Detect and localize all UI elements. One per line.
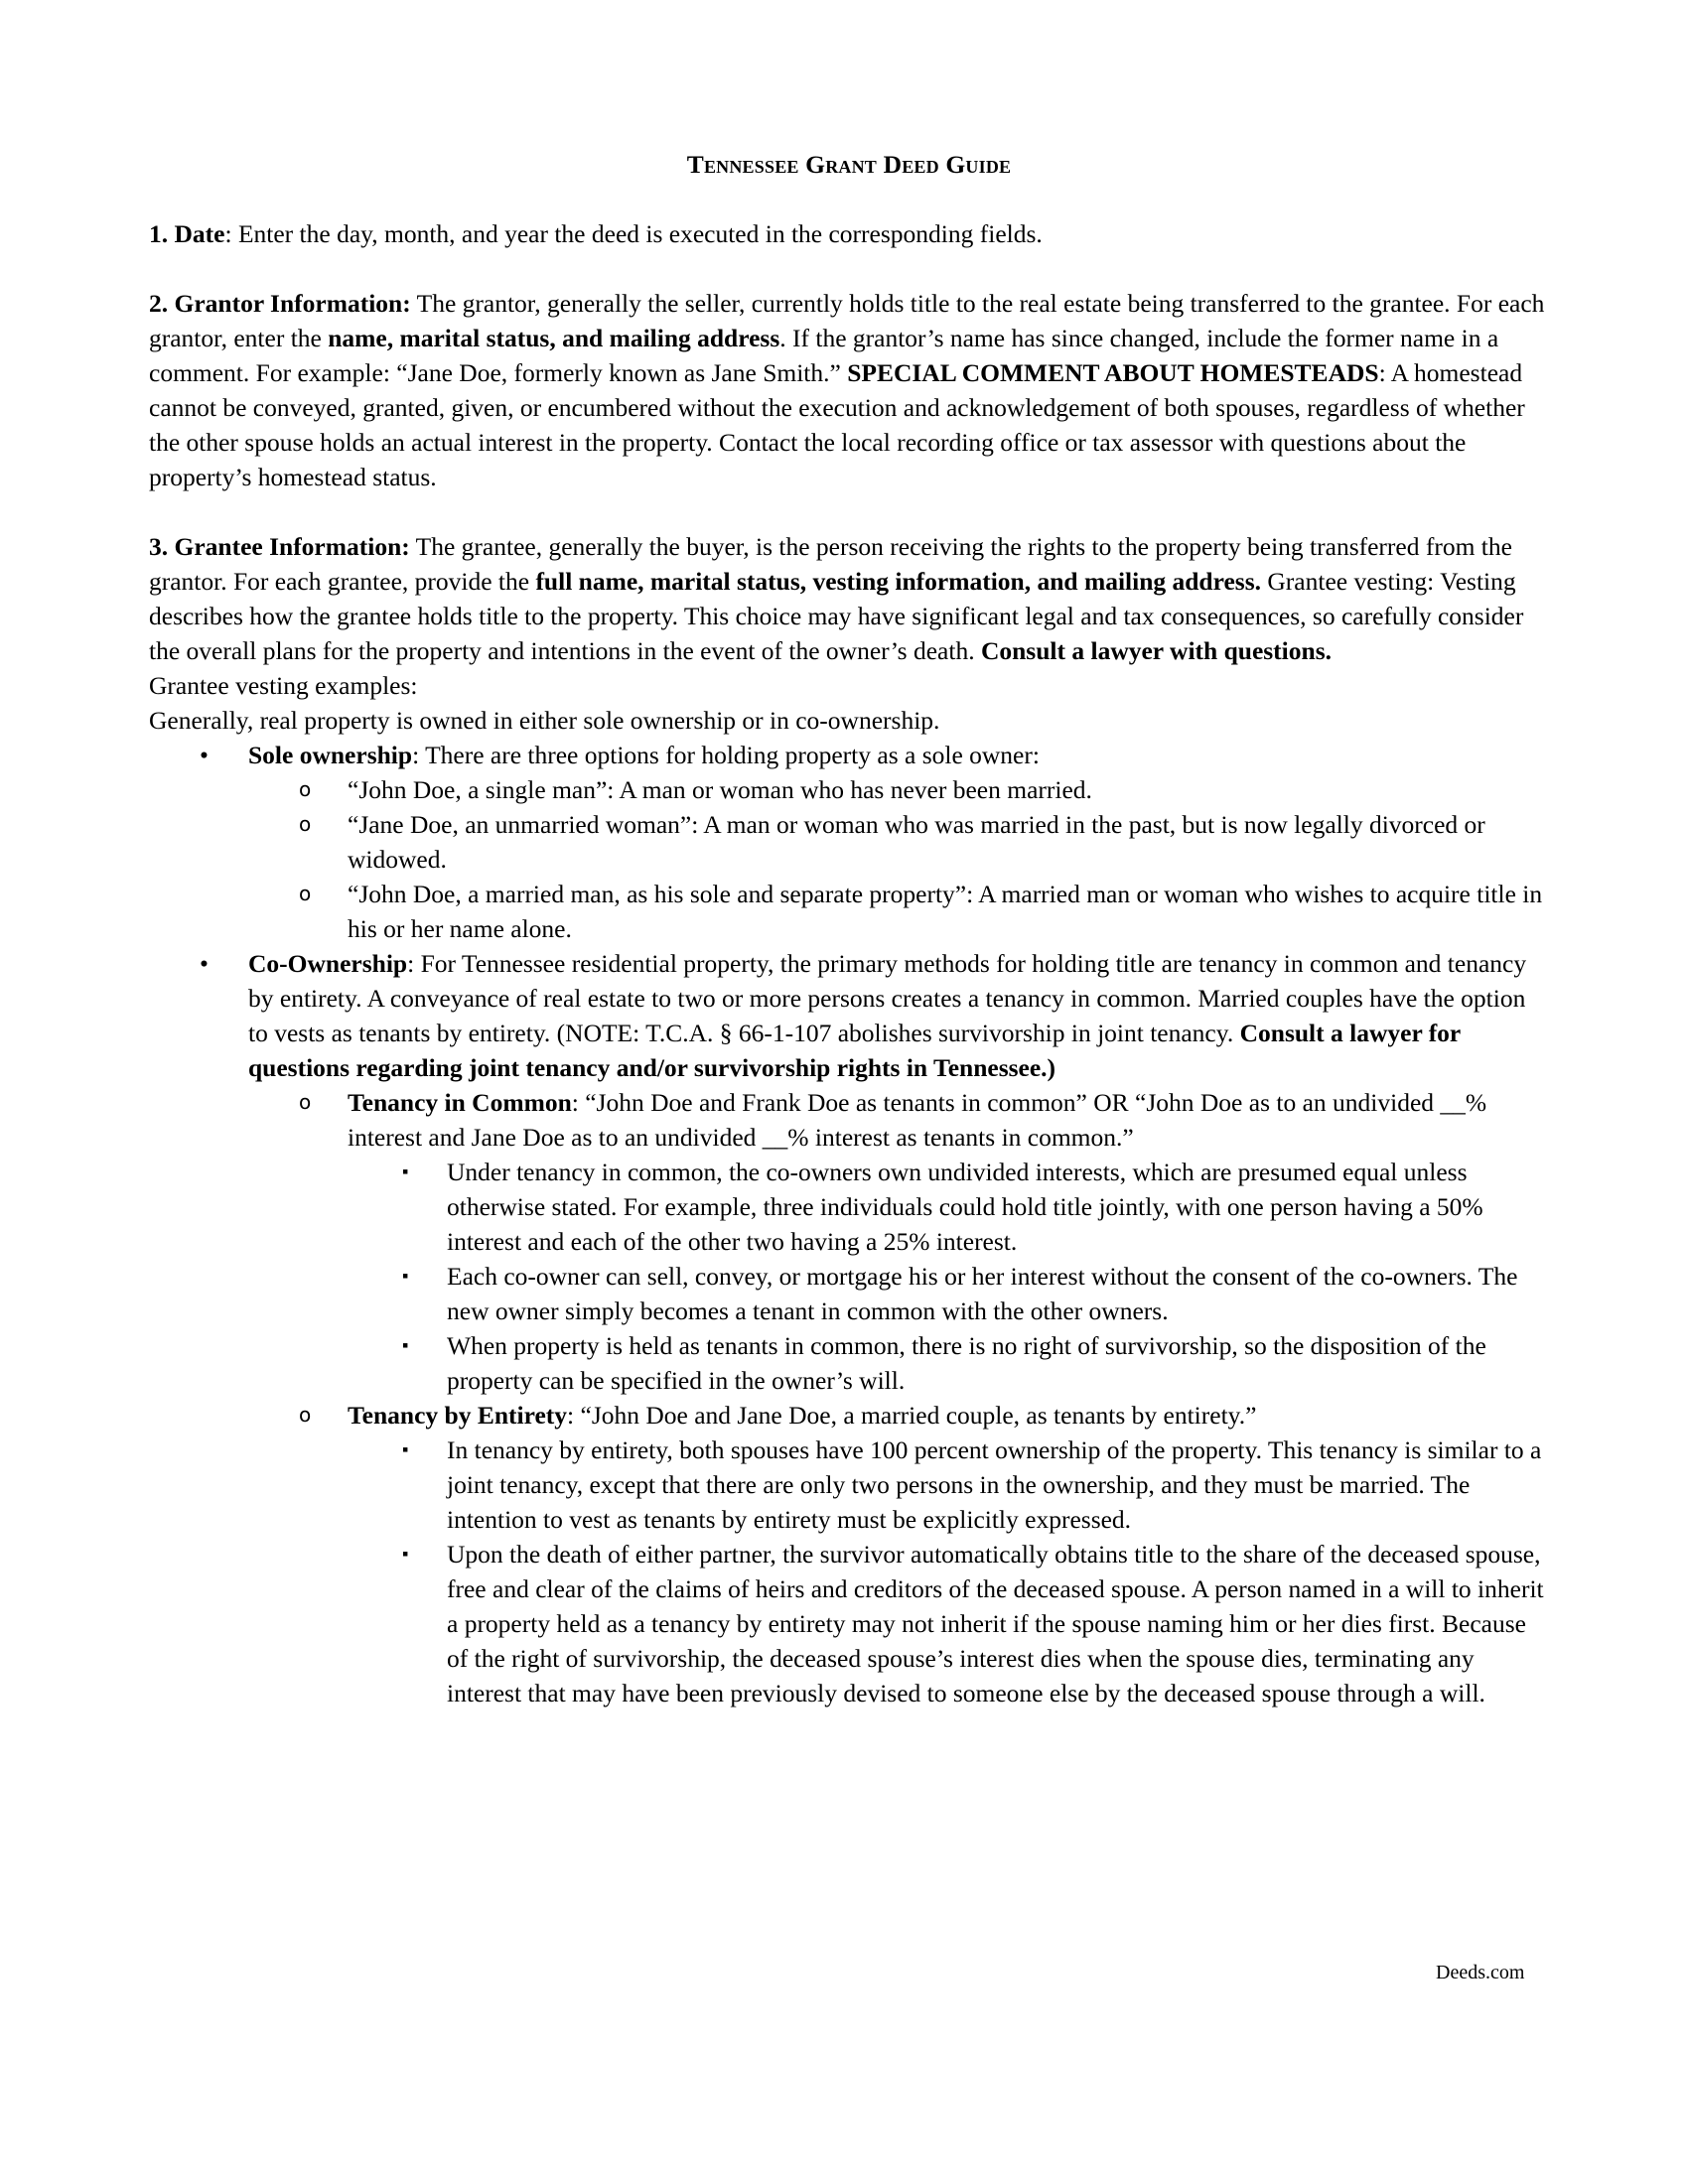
section-heading: 1. Date: [149, 219, 225, 248]
item-text: Upon the death of either partner, the survivor automatically obtains title to the share of the deceased spouse, free and clear of the claims of heirs and creditors of the deceased spouse. A person named in a will to inherit a property held as a tenancy by entirety may not inherit if the spouse naming him or her dies first. Because of the right of survivorship, the deceased spouse’s interest dies when the spouse dies, terminating any interest that may have been previously devised to someone else by the deceased spouse through a will.: [447, 1540, 1544, 1707]
item-label: Sole ownership: [248, 741, 413, 769]
item-label: Co-Ownership: [248, 949, 408, 978]
list-item: [348, 1328, 1549, 1398]
section-text: The grantor, generally the seller, currently holds title to the real estate being transferred to the grantee. For each grantor, enter the: [149, 289, 1545, 352]
square-marker: ▪: [402, 1266, 409, 1286]
square-marker: ▪: [402, 1335, 409, 1355]
document-page: [149, 147, 1549, 1710]
section-grantor: [149, 286, 1549, 494]
item-text: In tenancy by entirety, both spouses have 100 percent ownership of the property. This tenancy is similar to a joint tenancy, except that there are only two persons in the ownership, and they must be married. The intention to vest as tenants by entirety must be explicitly expressed.: [447, 1435, 1542, 1534]
item-text: “John Doe, a single man”: A man or woman who has never been married.: [348, 775, 1092, 804]
examples-label: Grantee vesting examples:: [149, 671, 418, 700]
item-text: : There are three options for holding property as a sole owner:: [412, 741, 1040, 769]
circle-marker: o: [299, 1090, 312, 1114]
list-item: [348, 1537, 1549, 1710]
list-item: [248, 807, 1549, 877]
emphasis: name, marital status, and mailing address: [328, 324, 780, 352]
item-text: “Jane Doe, an unmarried woman”: A man or woman who was married in the past, but is now legally divorced or widowed.: [348, 810, 1485, 874]
item-text: : For Tennessee residential property, the primary methods for holding title are tenancy in common and tenancy by entirety. A conveyance of real estate to two or more persons creates a tenancy in common. Married couples have the option to vests as tenants by entirety. (NOTE: T.C.A. § 66-1-107 abolishes survivorship in joint tenancy.: [248, 949, 1527, 1047]
section-heading: 2. Grantor Information:: [149, 289, 411, 318]
list-item: [348, 1259, 1549, 1328]
list-item-sole: [149, 738, 1549, 946]
co-sublist: [299, 1085, 1549, 1710]
list-item: [248, 877, 1549, 946]
section-text: : Enter the day, month, and year the deed is executed in the corresponding fields.: [224, 219, 1043, 248]
emphasis: full name, marital status, vesting information, and mailing address.: [535, 567, 1262, 596]
vesting-list: [149, 738, 1549, 1710]
list-item-co-ownership: [149, 946, 1549, 1710]
generally-text: Generally, real property is owned in either sole ownership or in co-ownership.: [149, 706, 940, 735]
item-label: Tenancy by Entirety: [348, 1401, 568, 1430]
circle-marker: o: [299, 1403, 312, 1427]
section-text: Grantee vesting: Vesting describes how the grantee holds title to the property. This choice may have significant legal and tax consequences, so carefully consider the overall plans for the property and intentions in the event of the owner’s death.: [149, 567, 1524, 665]
list-item: [348, 1433, 1549, 1537]
page-title: Tennessee Grant Deed Guide: [686, 150, 1012, 179]
sole-sublist: [299, 772, 1549, 946]
item-text: “John Doe, a married man, as his sole and separate property”: A married man or woman who wishes to acquire title in his or her name alone.: [348, 880, 1543, 943]
section-heading: 3. Grantee Information:: [149, 532, 410, 561]
item-text: When property is held as tenants in common, there is no right of survivorship, so the disposition of the property can be specified in the owner’s will.: [447, 1331, 1486, 1395]
circle-marker: o: [299, 777, 312, 801]
bullet-marker: •: [200, 949, 209, 978]
list-item-tenancy-in-common: [248, 1085, 1549, 1398]
tic-sublist: [402, 1155, 1549, 1398]
list-item: [348, 1155, 1549, 1259]
footer-brand: Deeds.com: [1436, 1962, 1525, 1983]
list-item-tenancy-by-entirety: [248, 1398, 1549, 1710]
item-label: Tenancy in Common: [348, 1088, 572, 1117]
section-date: [149, 216, 1549, 251]
item-text: Under tenancy in common, the co-owners own undivided interests, which are presumed equal unless otherwise stated. For example, three individuals could hold title jointly, with one person having a 50% interest and each of the other two having a 25% interest.: [447, 1158, 1483, 1256]
list-item: [248, 772, 1549, 807]
section-text: The grantee, generally the buyer, is the person receiving the rights to the property being transferred from the grantor. For each grantee, provide the: [149, 532, 1512, 596]
item-text: Each co-owner can sell, convey, or mortgage his or her interest without the consent of the co-owners. The new owner simply becomes a tenant in common with the other owners.: [447, 1262, 1518, 1325]
tbe-sublist: [402, 1433, 1549, 1710]
item-text: : “John Doe and Jane Doe, a married couple, as tenants by entirety.”: [567, 1401, 1257, 1430]
square-marker: ▪: [402, 1439, 409, 1459]
item-text: : “John Doe and Frank Doe as tenants in common” OR “John Doe as to an undivided __% interest and Jane Doe as to an undivided __% interest as tenants in common.”: [348, 1088, 1487, 1152]
emphasis: Consult a lawyer with questions.: [980, 636, 1332, 665]
section-grantee: [149, 529, 1549, 668]
circle-marker: o: [299, 812, 312, 836]
bullet-marker: •: [200, 741, 209, 769]
section-text: . If the grantor’s name has since changed, include the former name in a comment. For example: “Jane Doe, formerly known as Jane Smith.”: [149, 324, 1499, 387]
square-marker: ▪: [402, 1161, 409, 1181]
square-marker: ▪: [402, 1544, 409, 1564]
section-text: : A homestead cannot be conveyed, granted, given, or encumbered without the execution and acknowledgement of both spouses, regardless of whether the other spouse holds an actual interest in the property. Contact the local recording office or tax assessor with questions about the property’s homestead status.: [149, 358, 1525, 491]
homestead-heading: SPECIAL COMMENT ABOUT HOMESTEADS: [847, 358, 1379, 387]
circle-marker: o: [299, 882, 312, 905]
emphasis: Consult a lawyer for questions regarding joint tenancy and/or survivorship rights in Tennessee.): [248, 1019, 1461, 1082]
